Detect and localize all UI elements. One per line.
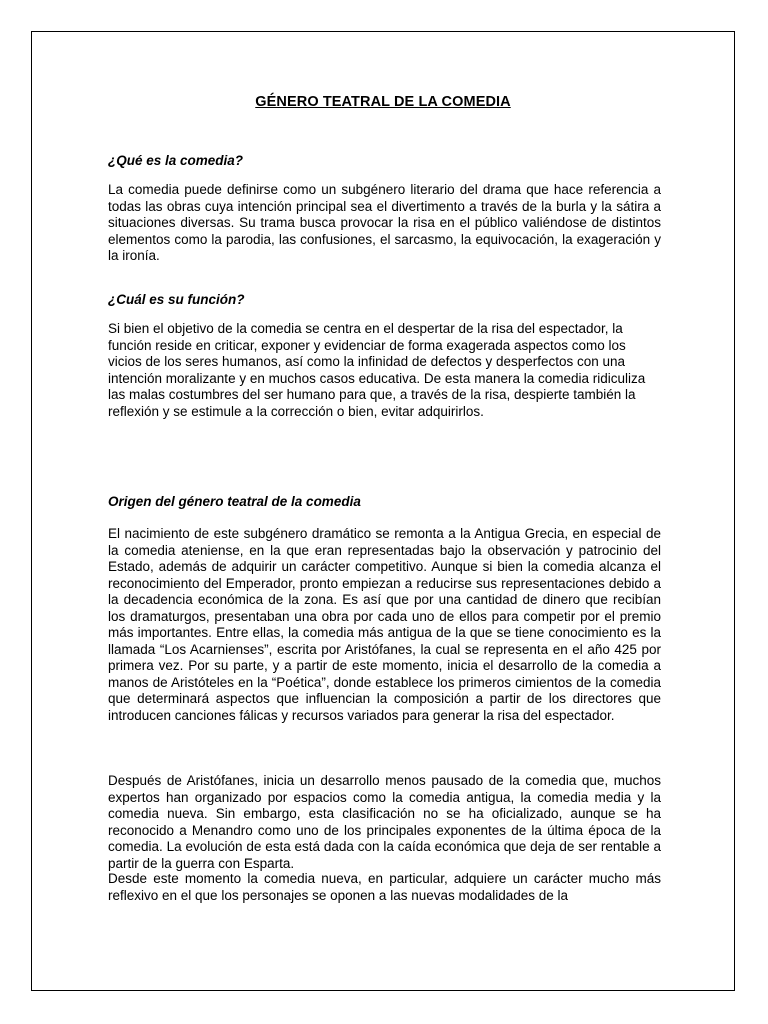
section-paragraph: El nacimiento de este subgénero dramático se remonta a la Antigua Grecia, en especial de la comedia ateniense, en la que eran representadas bajo la observación y patrocinio del Estado, además de adquirir un carácter competitivo. Aunque si bien la comedia alcanza el reconocimiento del Emperador, pronto empiezan a reducirse sus representaciones debido a la decadencia económica de la zona. Es así que por una cantidad de dinero que recibían los dramaturgos, presentaban una obra por cada uno de ellos para competir por el premio más importantes. Entre ellas, la comedia más antigua de la que se tiene conocimiento es la llamada “Los Acarnienses”, escrita por Aristófanes, la cual se representa en el año 425 por primera vez. Por su parte, y a partir de este momento, inicia el desarrollo de la comedia a manos de Aristóteles en la “Poética”, donde establece los primeros cimientos de la comedia que determinará aspectos que influencian la composición a partir de los directores que introducen canciones fálicas y recursos variados para generar la risa del espectador.: [108, 526, 661, 723]
section-paragraph: Si bien el objetivo de la comedia se centra en el despertar de la risa del espectador, la función reside en criticar, exponer y evidenciar de forma exagerada aspectos como los vicios de los seres humanos, así como la infinidad de defectos y desperfectos con una intención moralizante y en muchos casos educativa. De esta manera la comedia ridiculiza las malas costumbres del ser humano para que, a través de la risa, despierte también la reflexión y se estimule a la corrección o bien, evitar adquirirlos.: [108, 321, 646, 419]
document-title: GÉNERO TEATRAL DE LA COMEDIA: [255, 94, 511, 110]
section-paragraph: Desde este momento la comedia nueva, en particular, adquiere un carácter mucho más reflexivo en el que los personajes se oponen a las nuevas modalidades de la: [108, 871, 661, 903]
section-heading-que-es: ¿Qué es la comedia?: [108, 153, 244, 168]
section-heading-funcion: ¿Cuál es su función?: [108, 292, 245, 307]
section-paragraph: Después de Aristófanes, inicia un desarrollo menos pausado de la comedia que, muchos expertos han organizado por espacios como la comedia antigua, la comedia media y la comedia nueva. Sin embargo, esta clasificación no se ha oficializado, aunque se ha reconocido a Menandro como uno de los principales exponentes de la última época de la comedia. La evolución de esta está dada con la caída económica que deja de ser rentable a partir de la guerra con Esparta.: [108, 773, 661, 871]
section-paragraph: La comedia puede definirse como un subgénero literario del drama que hace referencia a todas las obras cuya intención principal sea el divertimento a través de la burla y la sátira a situaciones diversas. Su trama busca provocar la risa en el público valiéndose de distintos elementos como la parodia, las confusiones, el sarcasmo, la equivocación, la exageración y la ironía.: [108, 182, 661, 263]
section-heading-origen: Origen del género teatral de la comedia: [108, 494, 361, 509]
document-page: [31, 31, 735, 991]
